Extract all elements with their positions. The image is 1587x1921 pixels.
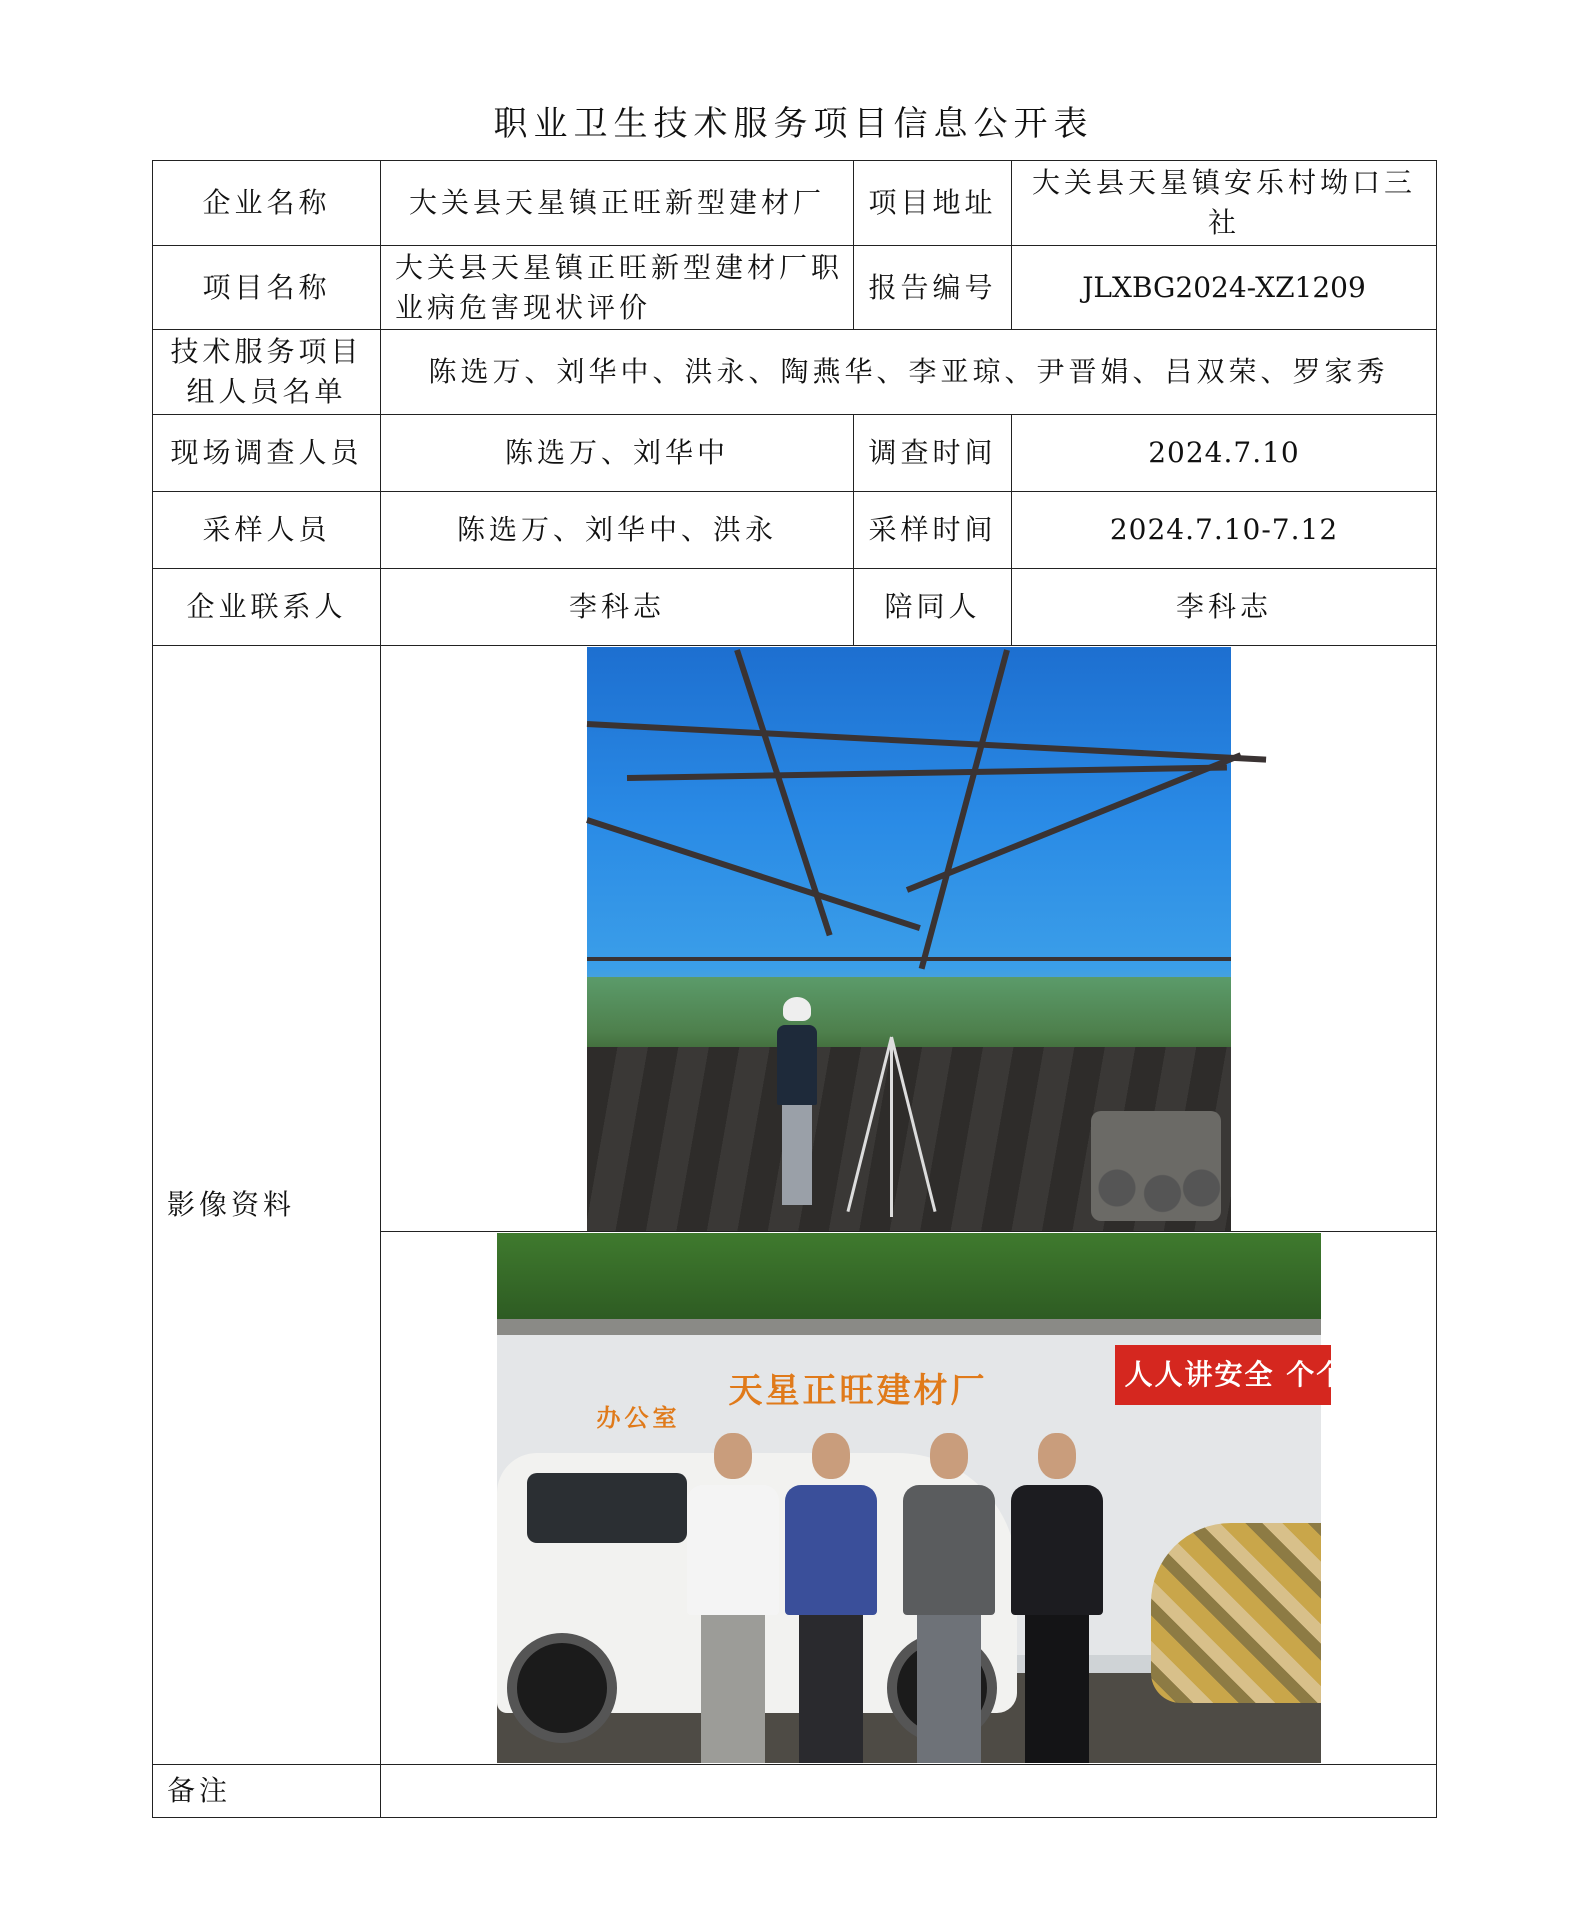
workshop-photo [587, 647, 1231, 1231]
escort-label: 陪同人 [854, 569, 1012, 646]
sampling-time-value: 2024.7.10-7.12 [1012, 492, 1437, 569]
office-sign: 办公室 [596, 1403, 681, 1432]
survey-time-value: 2024.7.10 [1012, 415, 1437, 492]
survey-time-label: 调查时间 [854, 415, 1012, 492]
project-label: 项目名称 [153, 246, 381, 330]
sampling-time-label: 采样时间 [854, 492, 1012, 569]
team-value: 陈选万、刘华中、洪永、陶燕华、李亚琼、尹晋娟、吕双荣、罗家秀 [381, 330, 1437, 415]
survey-staff-label: 现场调查人员 [153, 415, 381, 492]
team-label: 技术服务项目组人员名单 [153, 330, 381, 415]
factory-sign: 天星正旺建材厂 [728, 1371, 988, 1411]
table-row [153, 415, 1437, 492]
table-row [153, 569, 1437, 646]
remarks-label: 备注 [153, 1765, 381, 1818]
photo-cell-1 [381, 646, 1437, 1232]
photo-cell-2 [381, 1232, 1437, 1765]
tripod-instrument [842, 1037, 942, 1217]
person-2 [785, 1433, 877, 1763]
person-1 [687, 1433, 779, 1763]
address-value: 大关县天星镇安乐村坳口三社 [1012, 161, 1437, 246]
sampling-staff-label: 采样人员 [153, 492, 381, 569]
person-3 [903, 1433, 995, 1763]
address-label: 项目地址 [854, 161, 1012, 246]
company-value: 大关县天星镇正旺新型建材厂 [381, 161, 854, 246]
company-label: 企业名称 [153, 161, 381, 246]
contact-value: 李科志 [381, 569, 854, 646]
images-label: 影像资料 [153, 646, 381, 1765]
info-table [152, 160, 1437, 1818]
contact-label: 企业联系人 [153, 569, 381, 646]
table-row [153, 246, 1437, 330]
project-value: 大关县天星镇正旺新型建材厂职业病危害现状评价 [381, 246, 854, 330]
table-row [153, 492, 1437, 569]
escort-value: 李科志 [1012, 569, 1437, 646]
report-label: 报告编号 [854, 246, 1012, 330]
pipe-stack [1091, 1111, 1221, 1221]
sampling-staff-value: 陈选万、刘华中、洪永 [381, 492, 854, 569]
report-value: JLXBG2024-XZ1209 [1012, 246, 1437, 330]
safety-banner: 人人讲安全 个个 [1115, 1345, 1331, 1405]
worker-figure [777, 997, 817, 1207]
table-row [153, 161, 1437, 246]
table-row [153, 330, 1437, 415]
group-photo [497, 1233, 1347, 1763]
survey-staff-value: 陈选万、刘华中 [381, 415, 854, 492]
covered-car [1151, 1523, 1321, 1703]
table-row [153, 1765, 1437, 1818]
remarks-value [381, 1765, 1437, 1818]
table-row [153, 646, 1437, 1232]
page-title: 职业卫生技术服务项目信息公开表 [493, 104, 1094, 144]
person-4 [1011, 1433, 1103, 1763]
